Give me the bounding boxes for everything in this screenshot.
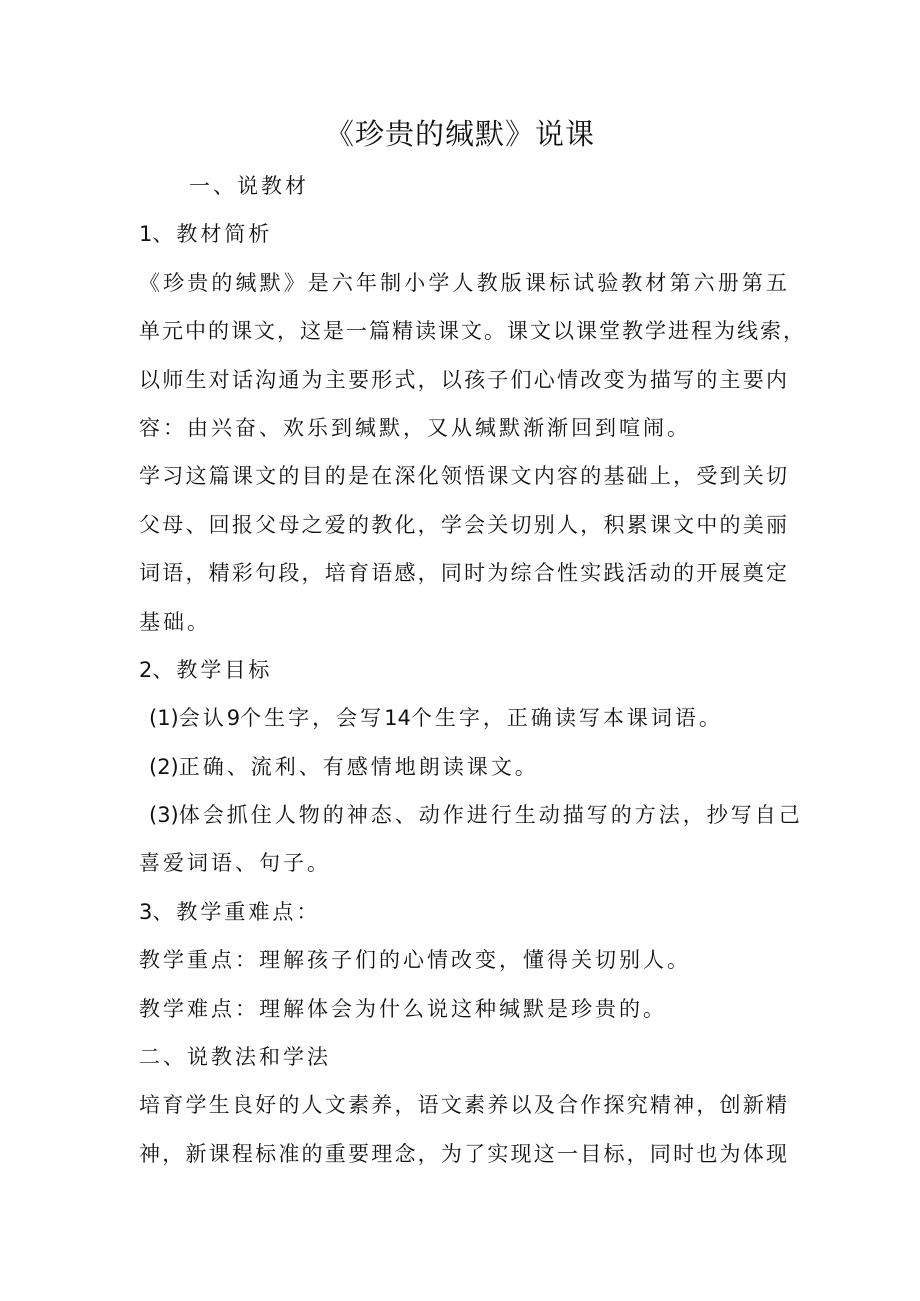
paragraph-line: 单元中的课文，这是一篇精读课文。课文以课堂教学进程为线索， [139, 319, 806, 344]
goal-item-3 [139, 791, 803, 839]
paragraph-line: 词语，精彩句段，培育语感，同时为综合性实践活动的开展奠定 [139, 561, 789, 586]
paragraph-line: 学习这篇课文的目的是在深化领悟课文内容的基础上，受到关切 [139, 464, 789, 489]
subheading-text: 、教材简析 [152, 222, 273, 247]
goal-number: (3) [149, 803, 179, 828]
subheading-text: 、教学目标 [152, 657, 273, 682]
paragraph-line: 容：由兴奋、欢乐到缄默，又从缄默渐渐回到喧闹。 [139, 415, 691, 440]
subheading-key-difficult-points [139, 888, 789, 936]
goal-text: 个生字，正确读写本课词语。 [410, 706, 723, 731]
goal-item-2 [139, 743, 789, 791]
key-point-line: 教学重点：理解孩子们的心情改变，懂得关切别人。 [139, 948, 691, 973]
subheading-text: 、教学重难点： [152, 899, 321, 924]
subheading-textbook-analysis [139, 210, 789, 258]
paragraph-line: 基础。 [139, 609, 211, 634]
paragraph-line: 以师生对话沟通为主要形式，以孩子们心情改变为描写的主要内 [139, 367, 789, 392]
goal-number: (2) [149, 754, 179, 779]
paragraph-line: 培育学生良好的人文素养，语文素养以及合作探究精神，创新精 [139, 1093, 789, 1118]
subheading-number: 2 [139, 657, 153, 682]
goal-count: 9 [226, 706, 241, 731]
goal-text: 正确、流利、有感情地朗读课文。 [178, 754, 539, 779]
goal-text: 会认 [178, 706, 227, 731]
goal-text: 体会抓住人物的神态、动作进行生动描写的方法，抄写自己 [178, 803, 803, 828]
goal-text: 个生字，会写 [240, 706, 385, 731]
section-heading-textbook: 一、说教材 [189, 174, 309, 198]
paragraph-line: 神，新课程标准的重要理念，为了实现这一目标，同时也为体现 [139, 1141, 789, 1166]
goal-item-3-continued: 喜爱词语、句子。 [139, 851, 331, 876]
subheading-teaching-goals [139, 646, 789, 694]
difficult-point-line: 教学难点：理解体会为什么说这种缄默是珍贵的。 [139, 996, 667, 1021]
subheading-number: 3 [139, 899, 153, 924]
paragraph-line: 父母、回报父母之爱的教化，学会关切别人，积累课文中的美丽 [139, 512, 789, 537]
paragraph-line: 《珍贵的缄默》是六年制小学人教版课标试验教材第六册第五 [139, 270, 789, 295]
subheading-number: 1 [139, 222, 153, 247]
document-title: 《珍贵的缄默》说课 [324, 117, 595, 151]
section-heading-methods: 二、说教法和学法 [139, 1045, 331, 1070]
goal-item-1 [139, 694, 789, 742]
document-body [139, 162, 806, 1178]
goal-count: 14 [384, 706, 411, 731]
goal-number: (1) [149, 706, 179, 731]
